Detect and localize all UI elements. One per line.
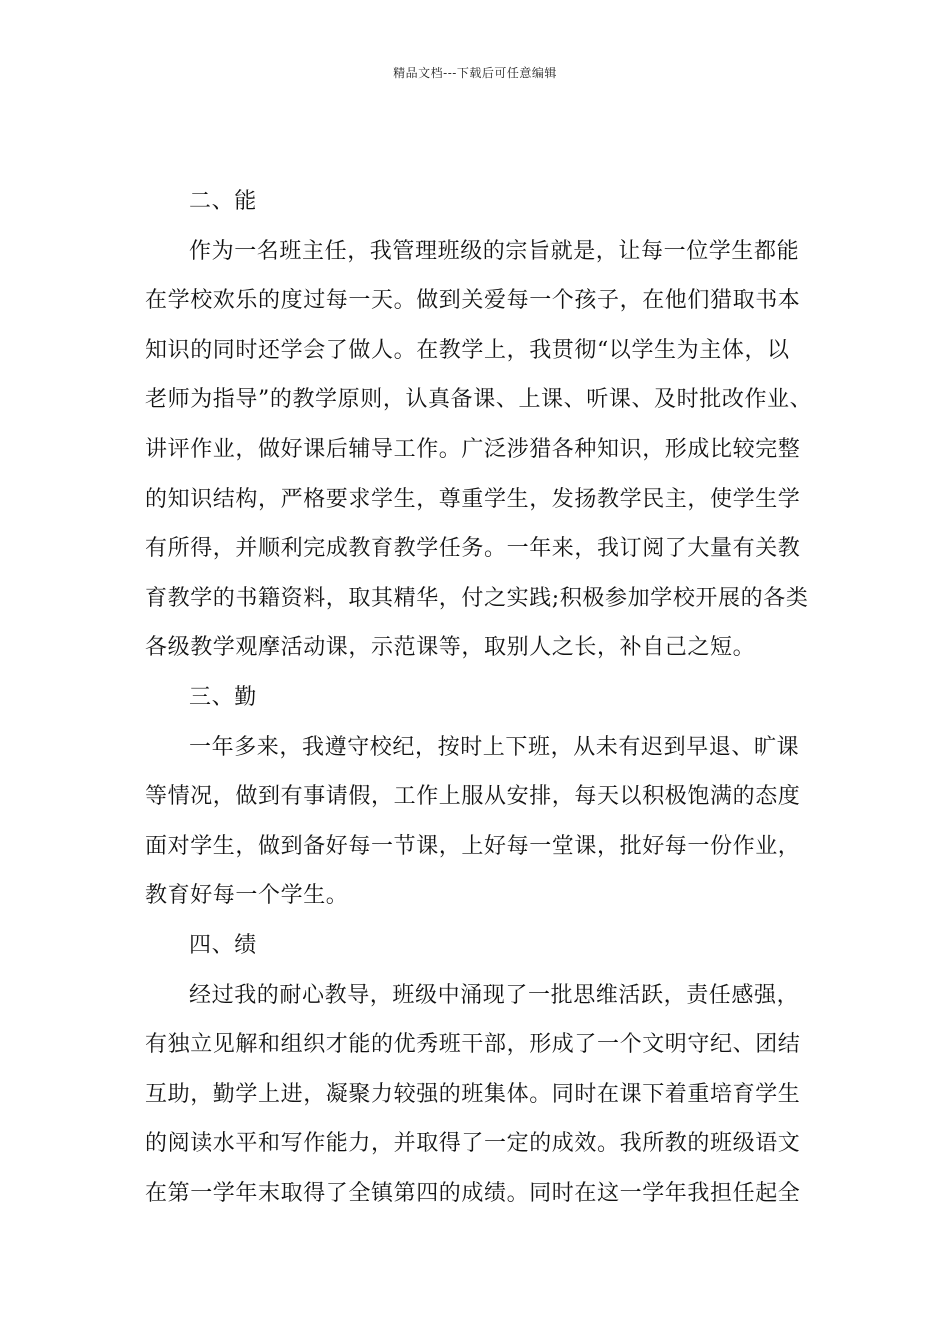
paragraph-line: 知识的同时还学会了做人。在教学上，我贯彻“以学生为主体，以 [145, 337, 790, 363]
paragraph-line: 各级教学观摩活动课，示范课等，取别人之长，补自己之短。 [145, 635, 756, 661]
paragraph-line: 互助，勤学上进，凝聚力较强的班集体。同时在课下着重培育学生 [145, 1081, 801, 1107]
paragraph-line: 老师为指导”的教学原则，认真备课、上课、听课、及时批改作业、 [145, 387, 813, 413]
document-body [145, 182, 815, 1223]
paragraph-line: 有独立见解和组织才能的优秀班干部，形成了一个文明守纪、团结 [145, 1032, 801, 1058]
paragraph-line: 的知识结构，严格要求学生，尊重学生，发扬教学民主，使学生学 [145, 486, 801, 512]
paragraph-line: 面对学生，做到备好每一节课，上好每一堂课，批好每一份作业， [145, 833, 801, 859]
section-heading-achievement: 四、绩 [189, 932, 257, 958]
paragraph-line: 等情况，做到有事请假，工作上服从安排，每天以积极饱满的态度 [145, 784, 801, 810]
paragraph-line: 的阅读水平和写作能力，并取得了一定的成效。我所教的班级语文 [145, 1131, 801, 1157]
section-heading-ability: 二、能 [189, 189, 257, 214]
paragraph-line: 作为一名班主任，我管理班级的宗旨就是，让每一位学生都能 [189, 238, 800, 264]
page-header: 精品文档---下载后可任意编辑 [393, 66, 557, 80]
paragraph-line: 在学校欢乐的度过每一天。做到关爱每一个孩子，在他们猎取书本 [145, 288, 801, 314]
paragraph-line: 有所得，并顺利完成教育教学任务。一年来，我订阅了大量有关教 [145, 536, 801, 562]
paragraph-line: 教育好每一个学生。 [145, 883, 349, 909]
paragraph-line: 育教学的书籍资料，取其精华，付之实践;积极参加学校开展的各类 [145, 585, 809, 611]
paragraph-line: 经过我的耐心教导，班级中涌现了一批思维活跃，责任感强， [189, 982, 800, 1008]
paragraph-line: 讲评作业，做好课后辅导工作。广泛涉猎各种知识，形成比较完整 [145, 436, 801, 462]
paragraph-line: 在第一学年末取得了全镇第四的成绩。同时在这一学年我担任起全 [145, 1180, 801, 1206]
paragraph-line: 一年多来，我遵守校纪，按时上下班，从未有迟到早退、旷课 [189, 734, 800, 760]
section-heading-diligence: 三、勤 [189, 684, 257, 710]
